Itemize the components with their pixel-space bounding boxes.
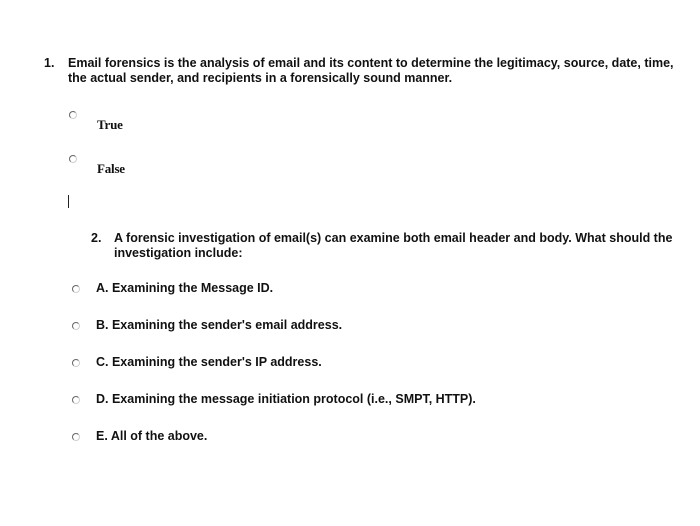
radio-option-e[interactable] [72,433,80,441]
option-e-label: E. All of the above. [96,429,208,443]
radio-option-b[interactable] [72,322,80,330]
question-1-number: 1. [44,56,55,70]
option-true-label: True [97,117,123,132]
radio-false[interactable] [69,155,77,163]
option-false-label: False [97,161,125,176]
option-a-label: A. Examining the Message ID. [96,281,274,295]
radio-option-a[interactable] [72,285,80,293]
question-2-number: 2. [91,231,102,245]
text-cursor [68,195,69,208]
question-1-text: Email forensics is the analysis of email and its content to determine the legitimacy, source, date, time, the actual sender, and recipients in a forensically sound manner. [68,56,674,85]
radio-option-c[interactable] [72,359,80,367]
option-b-label: B. Examining the sender's email address. [96,318,343,332]
option-c-label: C. Examining the sender's IP address. [96,355,322,369]
radio-option-d[interactable] [72,396,80,404]
question-2-text: A forensic investigation of email(s) can examine both email header and body. What should the investigation include: [114,231,673,260]
option-d-label: D. Examining the message initiation protocol (i.e., SMPT, HTTP). [96,392,476,406]
radio-true[interactable] [69,111,77,119]
